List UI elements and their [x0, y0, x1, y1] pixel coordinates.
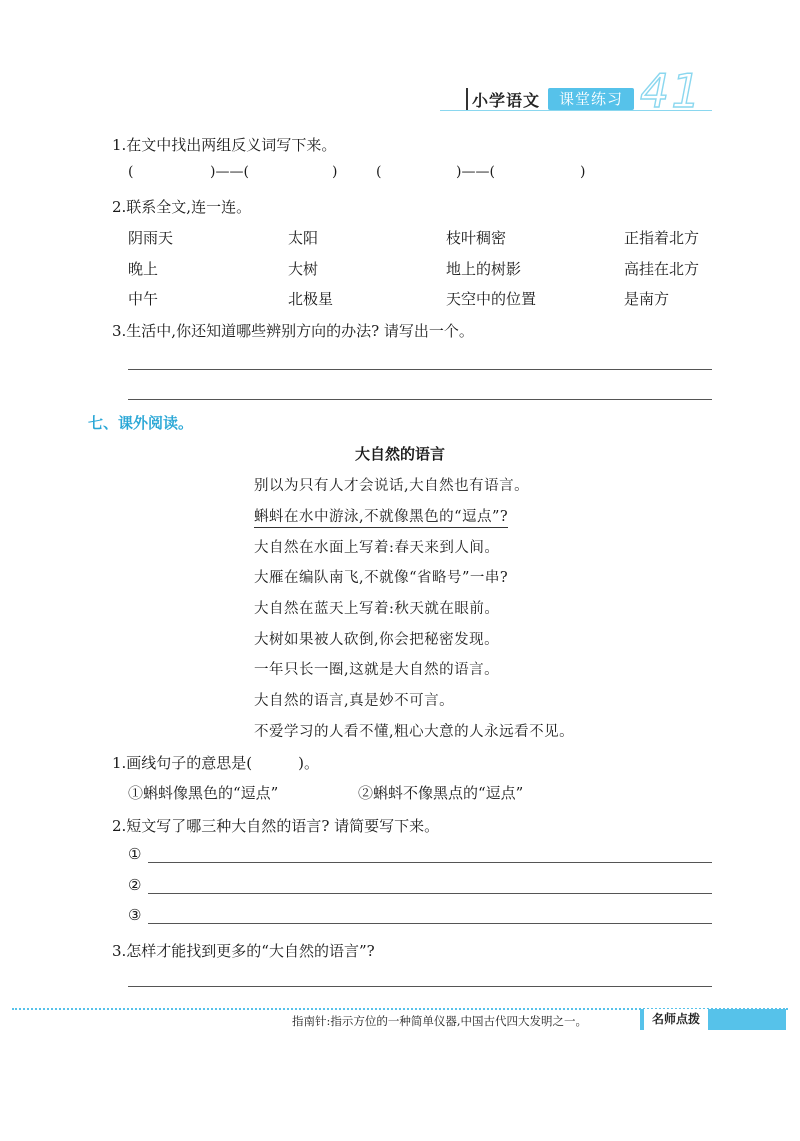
- match-item: 晚上: [128, 260, 159, 278]
- passage-line: 大树如果被人砍倒,你会把秘密发现。: [254, 632, 500, 648]
- blank-paren: (: [128, 164, 134, 180]
- reading-question-1-close: )。: [298, 754, 320, 772]
- answer-marker: ①: [128, 845, 142, 863]
- match-item: 太阳: [288, 229, 319, 247]
- reading-question-3: 3.怎样才能找到更多的“大自然的语言”?: [112, 942, 375, 960]
- answer-line[interactable]: [128, 986, 712, 987]
- answer-line[interactable]: [128, 399, 712, 400]
- answer-line[interactable]: [148, 893, 712, 894]
- match-item: 高挂在北方: [624, 260, 700, 278]
- header-badge: 课堂练习: [548, 88, 634, 110]
- header-subject: 小学语文: [472, 91, 541, 110]
- footer-note: 指南针:指示方位的一种简单仪器,中国古代四大发明之一。: [292, 1014, 588, 1028]
- match-item: 大树: [288, 260, 319, 278]
- page-number: 41: [640, 64, 703, 118]
- option-2: ②蝌蚪不像黑点的“逗点”: [358, 784, 524, 802]
- blank-paren: ): [332, 164, 338, 180]
- match-item: 中午: [128, 290, 159, 308]
- blank-paren: ): [580, 164, 586, 180]
- passage-line: 大自然在蓝天上写着:秋天就在眼前。: [254, 601, 500, 617]
- answer-marker: ③: [128, 906, 142, 924]
- match-item: 地上的树影: [446, 260, 522, 278]
- match-item: 枝叶稠密: [446, 229, 507, 247]
- reading-question-1-text: 1.画线句子的意思是(: [112, 754, 253, 772]
- match-item: 北极星: [288, 290, 334, 308]
- footer-badge-label: 名师点拨: [644, 1009, 708, 1030]
- passage-line: 大自然在水面上写着:春天来到人间。: [254, 540, 500, 556]
- passage-title: 大自然的语言: [354, 445, 445, 463]
- match-item: 阴雨天: [128, 229, 174, 247]
- passage-line: 一年只长一圈,这就是大自然的语言。: [254, 662, 500, 678]
- answer-line[interactable]: [148, 862, 712, 863]
- option-1: ①蝌蚪像黑色的“逗点”: [128, 784, 279, 802]
- passage-line: 别以为只有人才会说话,大自然也有语言。: [254, 478, 530, 494]
- passage-line: 不爱学习的人看不懂,粗心大意的人永远看不见。: [254, 724, 575, 740]
- passage-line-underlined: 蝌蚪在水中游泳,不就像黑色的“逗点”?: [254, 505, 508, 528]
- match-item: 是南方: [624, 290, 670, 308]
- blank-paren: (: [376, 164, 382, 180]
- answer-line[interactable]: [128, 369, 712, 370]
- question-1: 1.在文中找出两组反义词写下来。: [112, 136, 337, 154]
- question-2: 2.联系全文,连一连。: [112, 198, 252, 216]
- question-3: 3.生活中,你还知道哪些辨别方向的办法? 请写出一个。: [112, 322, 474, 340]
- match-item: 正指着北方: [624, 229, 700, 247]
- blank-paren: )——(: [456, 164, 495, 180]
- passage-line: 大自然的语言,真是妙不可言。: [254, 693, 455, 709]
- answer-line[interactable]: [148, 923, 712, 924]
- footer-badge: [640, 1009, 786, 1030]
- header-separator: [466, 88, 468, 110]
- reading-question-2: 2.短文写了哪三种大自然的语言? 请简要写下来。: [112, 817, 440, 835]
- answer-marker: ②: [128, 876, 142, 894]
- reading-question-1: [112, 752, 319, 773]
- blank-paren: )——(: [210, 164, 249, 180]
- match-item: 天空中的位置: [446, 290, 537, 308]
- passage-line: 大雁在编队南飞,不就像“省略号”一串?: [254, 570, 509, 586]
- section-title: 七、课外阅读。: [88, 414, 194, 432]
